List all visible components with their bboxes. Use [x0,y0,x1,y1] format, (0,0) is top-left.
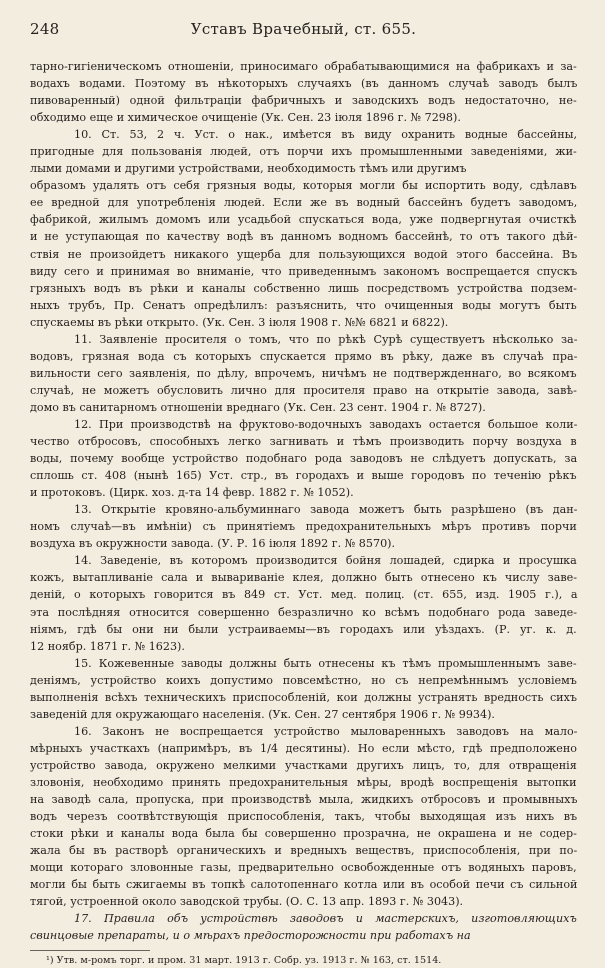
text-line: 15. Кожевенные заводы должны быть отнесены къ тѣмъ промышленнымъ заве- [74,656,577,670]
text-line: номъ случаѣ—въ имѣніи) съ принятіемъ предохранительныхъ мѣръ противъ порчи [30,520,577,534]
text-line: устройство завода, окружено мелкими участками другихъ лицъ, то, для отвращенія [30,758,577,772]
text-line: свинцовые препараты, и о мѣрахъ предосторожности при работахъ на [30,929,471,943]
text-line: 12 ноябр. 1871 г. № 1623). [30,639,185,653]
text-line: водовъ, грязная вода съ которыхъ спускается прямо въ рѣку, даже въ случаѣ пра- [30,349,578,363]
text-line: 10. Ст. 53, 2 ч. Уст. о нак., имѣется въ виду охранить водные бассейны, [74,128,578,142]
text-line: 14. Заведеніе, въ которомъ производится бойня лошадей, сдирка и просушка [74,554,577,568]
text-line: воды, почему вообще устройство подобнаго рода заводовъ не слѣдуетъ допускать, за [30,452,578,466]
text-line: спускаемы въ рѣки открыто. (Ук. Сен. 3 іюля 1908 г. №№ 6821 и 6822). [30,315,449,329]
text-line: ніямъ, гдѣ бы они ни были устраиваемы—въ городахъ или уѣздахъ. (Р. уг. к. д. [30,622,577,636]
running-title: Уставъ Врачебный, ст. 655. [190,20,417,38]
footnote-divider [30,950,150,951]
text-line: лыми домами и другими устройствами, необходимость тѣмъ или другимъ [30,162,467,176]
text-line: ныхъ трубъ, Пр. Сенатъ опредѣлилъ: разъяснить, что очищенныя воды могутъ быть [30,298,577,312]
footnote: ¹) Утв. м-ромъ торг. и пром. 31 март. 1913 г. Собр. уз. 1913 г. № 163, ст. 1514. [46,955,442,967]
text-line: образомъ удалять отъ себя грязныя воды, которыя могли бы испортить воду, сдѣлавъ [30,179,577,193]
text-line: 11. Заявленіе просителя о томъ, что по рѣкѣ Сурѣ существуетъ нѣсколько за- [74,332,578,346]
text-line: пивоваренный) одной фильтраціи фабричныхъ и заводскихъ водъ недостаточно, не- [30,94,577,108]
text-line: деній, о которыхъ говорится въ 849 ст. Уст. мед. полиц. (ст. 655, изд. 1905 г.), а [30,588,578,602]
page-number: 248 [30,20,60,38]
text-line: деніямъ, устройство коихъ допустимо повсемѣстно, но съ непремѣннымъ условіемъ [30,673,577,687]
text-line: воздуха въ окружности завода. (У. Р. 16 іюля 1892 г. № 8570). [30,537,396,551]
text-line: выполненія всѣхъ техническихъ приспособленій, кои должны устранять вредность сихъ [30,690,577,704]
text-line: вильности сего заявленія, по дѣлу, впрочемъ, ничѣмъ не подтвержденнаго, во всякомъ [30,366,577,380]
text-line: случаѣ, не можетъ обусловить лично для просителя право на открытіе завода, завѣ- [30,383,577,397]
text-line: жала бы въ растворѣ органическихъ и вредныхъ веществъ, приспособленія, при по- [30,844,578,858]
text-line: 17. Правила объ устройствѣ заводовъ и мастерскихъ, изготовляющихъ [74,912,577,926]
text-line: пригодные для пользованія людей, отъ порчи ихъ промышленными заведеніями, жи- [30,145,577,159]
text-line: домо въ санитарномъ отношеніи вреднаго (Ук. Сен. 23 сент. 1904 г. № 8727). [30,400,486,414]
text-line: и не уступающая по качеству водѣ въ данномъ водномъ бассейнѣ, то отъ такого дѣй- [30,230,578,244]
text-line: стоки рѣки и каналы вода была бы совершенно прозрачна, не окрашена и не содер- [30,827,577,841]
text-line: на заводѣ сала, пропуска, при производствѣ мыла, жидкихъ отбросовъ и промывныхъ [30,793,578,807]
text-line: тягой, устроенной около заводской трубы. (О. С. 13 апр. 1893 г. № 3043). [30,895,464,909]
page-header [30,18,577,46]
text-line: тарно-гигіеническомъ отношеніи, приносимаго обрабатывающимися на фабрикахъ и за- [30,60,577,73]
text-line: и протоковъ. (Цирк. хоз. д-та 14 февр. 1882 г. № 1052). [30,486,354,500]
text-line: зловонія, необходимо принять предохранительныя мѣры, вродѣ воспрещенія вытопки [30,775,577,789]
text-line: 13. Открытіе кровяно-альбуминнаго завода можетъ быть разрѣшено (въ дан- [74,503,578,517]
text-line: обходимо еще и химическое очищеніе (Ук. Сен. 23 іюля 1896 г. № 7298). [30,111,461,125]
text-line: мѣрныхъ участкахъ (напримѣръ, въ 1/4 десятины). Но если мѣсто, гдѣ предположено [30,741,577,755]
text-line: 12. При производствѣ на фруктово-водочныхъ заводахъ остается большое коли- [74,417,578,431]
text-line: ее вредной для употребленія людей. Если же въ водный бассейнъ будетъ заводомъ, [30,196,578,210]
text-line: мощи котораго зловонные газы, предварительно освобожденные отъ водяныхъ паровъ, [30,861,577,875]
text-line: ствія не произойдетъ никакого ущерба для пользующихся водой этого бассейна. Въ [30,247,578,261]
text-line: фабрикой, жилымъ домомъ или усадьбой спускаться вода, уже подвергнутая очисткѣ [30,213,577,227]
statute-commentary-text [30,58,577,944]
text-line: виду сего и принимая во вниманіе, что приведеннымъ закономъ воспрещается спускъ [30,264,578,278]
text-line: 16. Законъ не воспрещается устройство мыловаренныхъ заводовъ на мало- [74,724,578,738]
text-line: заведеній для окружающаго населенія. (Ук. Сен. 27 сентября 1906 г. № 9934). [30,707,495,721]
text-line: эта послѣдняя относится совершенно безразлично ко всѣмъ подобнаго рода заведе- [30,605,577,619]
text-line: водахъ водами. Поэтому въ нѣкоторыхъ случаяхъ (въ данномъ случаѣ заводъ былъ [30,77,578,91]
text-line: чество отбросовъ, способныхъ легко загнивать и тѣмъ производить порчу воздуха в [30,435,577,449]
text-line: кожъ, вытапливаніе сала и вывариваніе клея, должно быть отнесено къ числу заве- [30,571,577,585]
text-line: могли бы быть сжигаемы въ топкѣ салотопеннаго котла или въ особой печи съ сильной [30,878,578,892]
text-line: сплошь ст. 408 (нынѣ 165) Уст. стр., въ городахъ и выше городовъ по теченію рѣкъ [30,469,577,483]
text-line: грязныхъ водъ въ рѣки и каналы собственно лишь посредствомъ устройства подзем- [30,281,577,295]
text-line: водъ черезъ соотвѣтствующія приспособленія, такъ, чтобы выходящая изъ нихъ въ [30,810,578,824]
